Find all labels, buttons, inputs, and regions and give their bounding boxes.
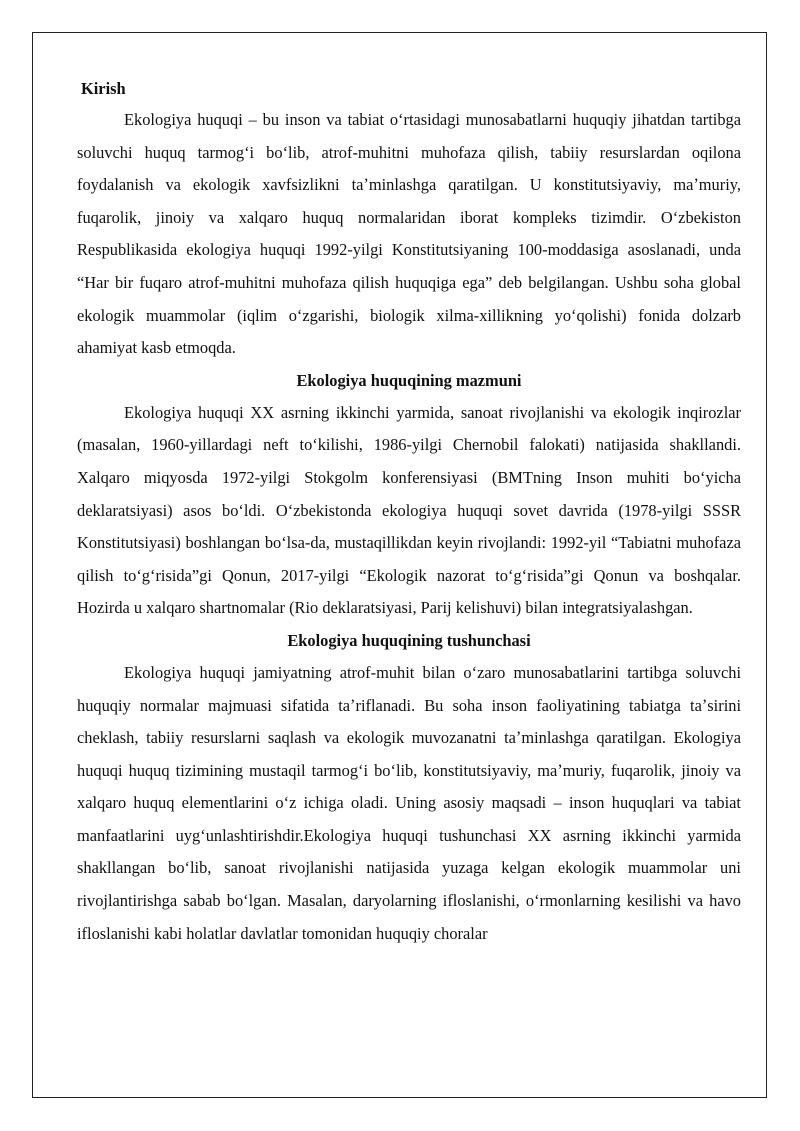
section-heading-concept: Ekologiya huquqining tushunchasi [287,630,531,650]
intro-heading: Kirish [81,79,126,98]
section-heading-content: Ekologiya huquqining mazmuni [296,370,522,390]
section-paragraph-content: Ekologiya huquqi XX asrning ikkinchi yarmida, sanoat rivojlanishi va ekologik inqirozlar (masalan, 1960-yillardagi neft toʻkilishi, 1986-yilgi Chernobil falokati) natijasida shakllandi. Xalqaro miqyosda 1972-yilgi Stokgolm konferensiyasi (BMTning Inson muhiti boʻyicha deklaratsiyasi) asos boʻldi. Oʻzbekistonda ekologiya huquqi sovet davrida (1978-yilgi SSSR Konstitutsiyasi) boshlangan boʻlsa-da, mustaqillikdan keyin rivojlandi: 1992-yil “Tabiatni muhofaza qilish toʻgʻrisida”gi Qonun, 2017-yilgi “Ekologik nazorat toʻgʻrisida”gi Qonun va boshqalar. Hozirda u xalqaro shartnomalar (Rio deklaratsiyasi, Parij kelishuvi) bilan integratsiyalashgan. [77,402,741,618]
intro-paragraph: Ekologiya huquqi – bu inson va tabiat oʻrtasidagi munosabatlarni huquqiy jihatdan tartibga soluvchi huquq tarmogʻi boʻlib, atrof-muhitni muhofaza qilish, tabiiy resurslardan oqilona foydalanish va ekologik xavfsizlikni taʼminlashga qaratilgan. U konstitutsiyaviy, maʼmuriy, fuqarolik, jinoiy va xalqaro huquq normalaridan iborat kompleks tizimdir. Oʻzbekiston Respublikasida ekologiya huquqi 1992-yilgi Konstitutsiyaning 100-moddasiga asoslanadi, unda “Har bir fuqaro atrof-muhitni muhofaza qilish huquqiga ega” deb belgilangan. Ushbu soha global ekologik muammolar (iqlim oʻzgarishi, biologik xilma-xillikning yoʻqolishi) fonida dolzarb ahamiyat kasb etmoqda. [77,110,741,358]
section-paragraph-concept: Ekologiya huquqi jamiyatning atrof-muhit bilan oʻzaro munosabatlarini tartibga soluvchi huquqiy normalar majmuasi sifatida taʼriflanadi. Bu soha inson faoliyatining tabiatga taʼsirini cheklash, tabiiy resurslarni saqlash va ekologik muvozanatni taʼminlashga qaratilgan. Ekologiya huquqi huquq tizimining mustaqil tarmogʻi boʻlib, konstitutsiyaviy, maʼmuriy, fuqarolik, jinoiy va xalqaro huquq elementlarini oʻz ichiga oladi. Uning asosiy maqsadi – inson huquqlari va tabiat manfaatlarini uygʻunlashtirishdir.Ekologiya huquqi tushunchasi XX asrning ikkinchi yarmida shakllangan boʻlib, sanoat rivojlanishi natijasida yuzaga kelgan ekologik muammolar uni rivojlantirishga sabab boʻlgan. Masalan, daryolarning ifloslanishi, oʻrmonlarning kesilishi va havo ifloslanishi kabi holatlar davlatlar tomonidan huquqiy choralar [77,662,741,943]
document-body [77,74,741,950]
